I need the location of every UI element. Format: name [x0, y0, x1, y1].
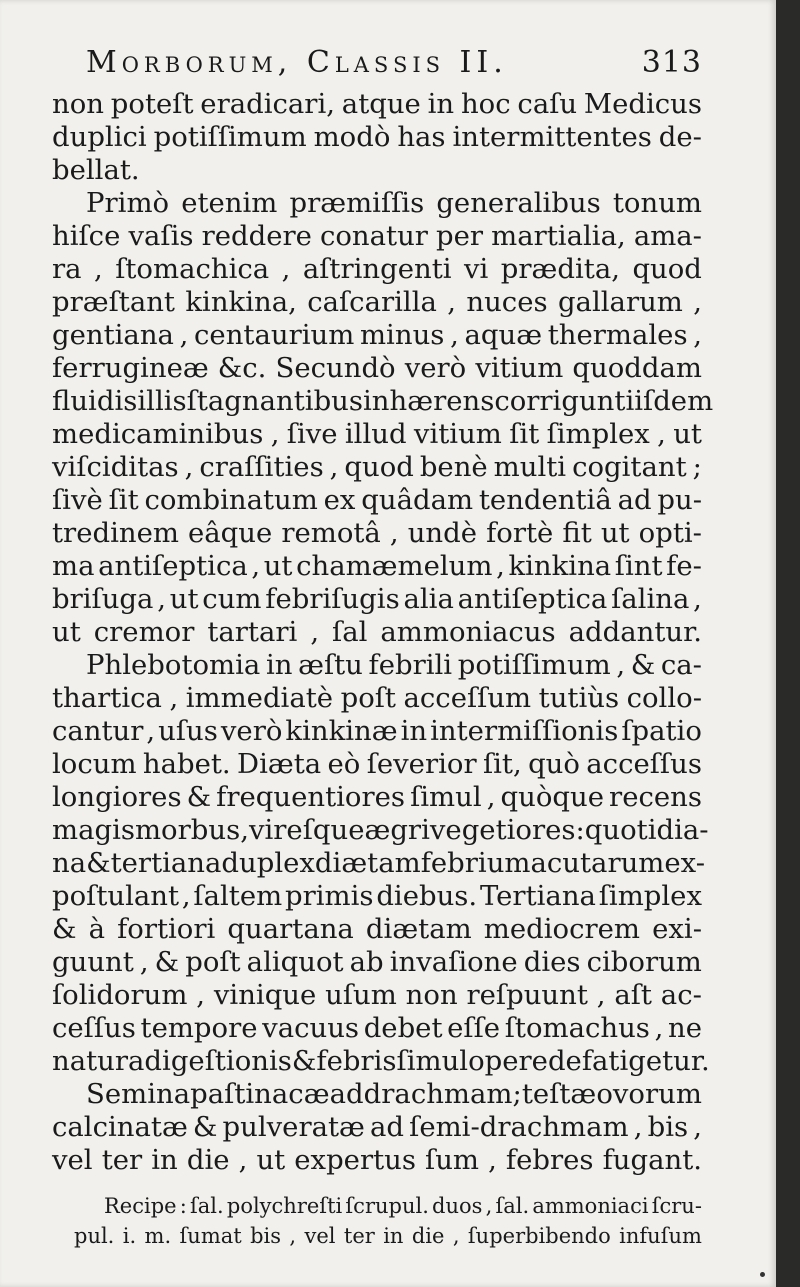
text-line: ut cremor tartari , ſal ammoniacus addantur.	[52, 616, 702, 648]
text-line: guunt , & poſt aliquot ab invaſione dies ciborum	[52, 946, 702, 978]
text-line: non poteſt eradicari, atque in hoc caſu Medicus	[52, 88, 702, 120]
recipe-footnote	[52, 1191, 702, 1251]
text-line: medicaminibus , ſive illud vitium ſit ſimplex , ut	[52, 418, 702, 450]
text-line: ferrugineæ &c. Secundò verò vitium quoddam	[52, 352, 702, 384]
text-line: & à fortiori quartana diætam mediocrem exi-	[52, 913, 702, 945]
text-line: Semina paſtinacæ ad drachmam ; teſtæ ovorum	[86, 1078, 702, 1110]
text-line: thartica , immediatè poſt acceſſum tutiùs collo-	[52, 682, 702, 714]
text-line: vel ter in die , ut expertus ſum , febres fugant.	[52, 1144, 702, 1176]
text-line: Primò etenim præmiſſis generalibus tonum	[86, 187, 702, 219]
body-text	[52, 88, 714, 1177]
text-line: briſuga , ut cum febriſugis alia antiſeptica ſalina ,	[52, 583, 702, 615]
text-block	[52, 38, 714, 1251]
text-line: natura digeſtionis & febris ſimul opere defatigetur.	[52, 1045, 710, 1077]
text-line: tredinem eâque remotâ , undè fortè fit ut opti-	[52, 517, 702, 549]
text-line: poſtulant , ſaltem primis diebus. Tertiana ſimplex	[52, 880, 702, 912]
text-line: calcinatæ & pulveratæ ad ſemi-drachmam , bis ,	[52, 1111, 702, 1143]
text-line: magis morbus , vireſque ægri vegetiores : quotidia-	[52, 814, 709, 846]
text-line: locum habet. Diæta eò ſeverior ſit, quò acceſſus	[52, 748, 702, 780]
text-line: ceſſus tempore vacuus debet eſſe ſtomachus , ne	[52, 1012, 702, 1044]
text-line: gentiana , centaurium minus , aquæ thermales ,	[52, 319, 702, 351]
text-line: præſtant kinkina, caſcarilla , nuces gallarum ,	[52, 286, 702, 318]
recipe-line: Recipe : ſal. polychreſti ſcrupul. duos , ſal. ammoniaci ſcru-	[104, 1194, 702, 1218]
running-title: Morborum, Classis II.	[86, 45, 508, 80]
ink-speck	[760, 1272, 765, 1277]
text-line: na & tertiana duplex diætam febrium acutarum ex-	[52, 847, 705, 879]
text-line: longiores & frequentiores ſimul , quòque recens	[52, 781, 702, 813]
text-line: viſciditas , craſſities , quod benè multi cogitant ;	[52, 451, 702, 483]
page-number: 313	[641, 45, 702, 80]
running-header	[86, 38, 702, 88]
text-line: Phlebotomia in æſtu febrili potiſſimum , & ca-	[86, 649, 702, 681]
text-line: bellat.	[52, 154, 140, 186]
text-line: duplici potiſſimum modò has intermittentes de-	[52, 121, 702, 153]
text-line: hiſce vaſis reddere conatur per martialia, ama-	[52, 220, 702, 252]
recipe-line: pul. i. m. ſumat bis , vel ter in die , ſuperbibendo infuſum	[74, 1224, 702, 1248]
text-line: cantur , uſus verò kinkinæ in intermiſſionis ſpatio	[52, 715, 702, 747]
text-line: ra , ſtomachica , aſtringenti vi prædita, quod	[52, 253, 702, 285]
text-line: ma antiſeptica , ut chamæmelum , kinkina ſint fe-	[52, 550, 702, 582]
text-line: ſolidorum , vinique uſum non reſpuunt , aſt ac-	[52, 979, 702, 1011]
text-line: fluidis illis ſtagnantibus inhærens corrigunt iiſdem	[52, 385, 714, 417]
text-line: ſivè ſit combinatum ex quâdam tendentiâ ad pu-	[52, 484, 702, 516]
